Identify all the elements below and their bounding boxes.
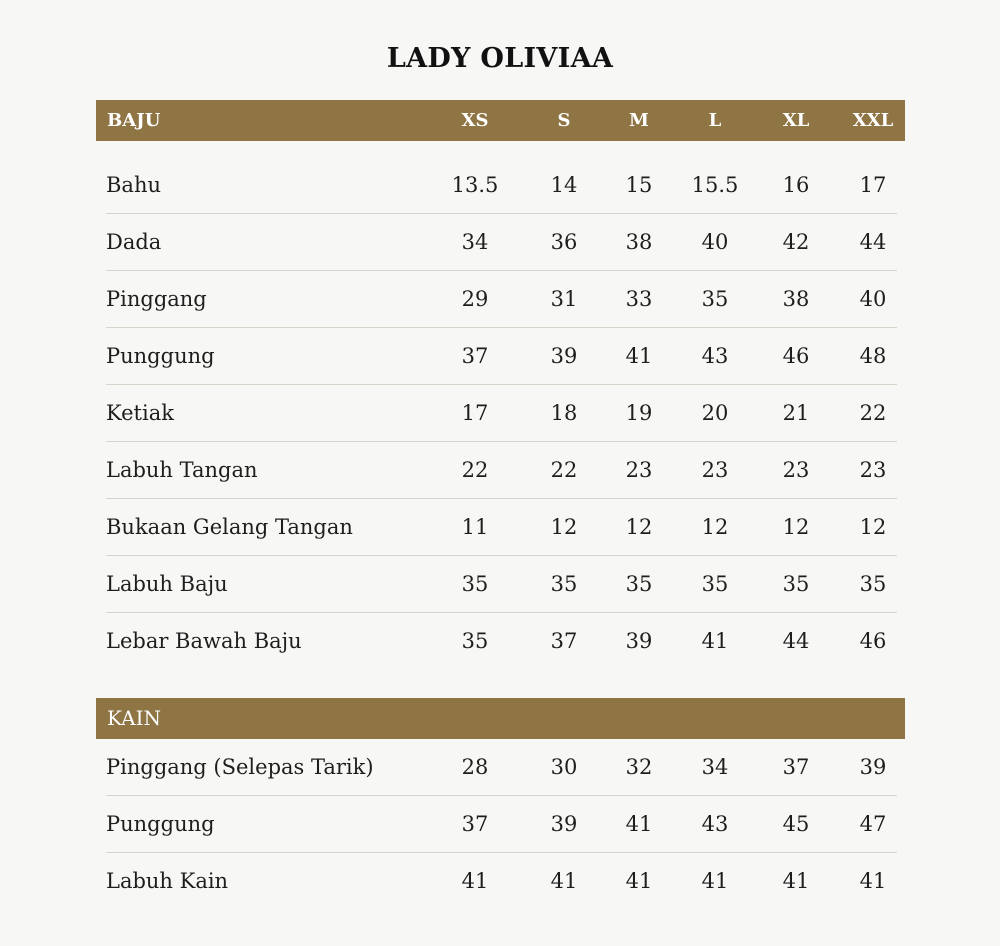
size-value-xl: 46 [782, 344, 810, 368]
row-label: Labuh Tangan [106, 458, 258, 482]
row-label: Punggung [106, 344, 215, 368]
size-value-l: 43 [701, 344, 729, 368]
size-value-l: 35 [701, 287, 729, 311]
size-value-s: 14 [550, 173, 578, 197]
size-value-xxl: 47 [859, 812, 887, 836]
table-row [96, 271, 897, 328]
size-value-xs: 41 [461, 869, 489, 893]
size-value-l: 41 [701, 869, 729, 893]
size-header-s: S [557, 110, 571, 131]
row-label: Labuh Kain [106, 869, 229, 893]
size-value-xl: 37 [782, 755, 810, 779]
size-header-xs: XS [461, 110, 489, 131]
size-value-s: 41 [550, 869, 578, 893]
table-row [96, 385, 897, 442]
size-value-l: 35 [701, 572, 729, 596]
size-value-xs: 17 [461, 401, 489, 425]
size-value-l: 12 [701, 515, 729, 539]
size-value-m: 41 [625, 812, 653, 836]
size-header-xl: XL [782, 110, 810, 131]
row-label: Labuh Baju [106, 572, 228, 596]
size-value-l: 34 [701, 755, 729, 779]
size-value-s: 12 [550, 515, 578, 539]
row-label: Lebar Bawah Baju [106, 629, 302, 653]
size-value-m: 41 [625, 869, 653, 893]
size-value-l: 43 [701, 812, 729, 836]
table-row [96, 796, 897, 853]
size-value-s: 39 [550, 344, 578, 368]
size-value-xs: 11 [461, 515, 489, 539]
size-value-xxl: 22 [859, 401, 887, 425]
size-value-m: 39 [625, 629, 653, 653]
size-value-xs: 34 [461, 230, 489, 254]
table-row [96, 556, 897, 613]
size-header-m: M [629, 110, 649, 131]
size-value-xxl: 44 [859, 230, 887, 254]
table-row [96, 739, 897, 796]
row-label: Pinggang (Selepas Tarik) [106, 755, 374, 779]
row-label: Bukaan Gelang Tangan [106, 515, 353, 539]
baju-section-label: BAJU [107, 110, 161, 131]
page-title: LADY OLIVIAA [386, 43, 614, 74]
size-value-m: 33 [625, 287, 653, 311]
row-label: Pinggang [106, 287, 207, 311]
size-value-xl: 23 [782, 458, 810, 482]
size-value-m: 41 [625, 344, 653, 368]
size-value-xl: 42 [782, 230, 810, 254]
size-value-xxl: 23 [859, 458, 887, 482]
size-value-xxl: 39 [859, 755, 887, 779]
size-value-xs: 35 [461, 629, 489, 653]
size-value-xxl: 35 [859, 572, 887, 596]
size-value-l: 15.5 [691, 173, 739, 197]
size-header-xxl: XXL [852, 110, 894, 131]
size-value-s: 36 [550, 230, 578, 254]
size-value-xl: 45 [782, 812, 810, 836]
row-label: Ketiak [106, 401, 174, 425]
size-value-s: 39 [550, 812, 578, 836]
size-value-l: 40 [701, 230, 729, 254]
table-row [96, 214, 897, 271]
size-value-xl: 44 [782, 629, 810, 653]
size-value-m: 38 [625, 230, 653, 254]
size-value-xxl: 46 [859, 629, 887, 653]
row-label: Bahu [106, 173, 162, 197]
size-value-s: 31 [550, 287, 578, 311]
size-value-s: 18 [550, 401, 578, 425]
size-value-xxl: 41 [859, 869, 887, 893]
size-value-xl: 41 [782, 869, 810, 893]
size-value-xs: 28 [461, 755, 489, 779]
size-value-s: 37 [550, 629, 578, 653]
size-value-xxl: 48 [859, 344, 887, 368]
size-value-s: 22 [550, 458, 578, 482]
size-value-m: 12 [625, 515, 653, 539]
size-value-m: 35 [625, 572, 653, 596]
size-value-xxl: 12 [859, 515, 887, 539]
size-value-xl: 12 [782, 515, 810, 539]
size-value-m: 19 [625, 401, 653, 425]
size-value-xl: 35 [782, 572, 810, 596]
size-value-m: 23 [625, 458, 653, 482]
size-header-l: L [708, 110, 722, 131]
size-value-xs: 35 [461, 572, 489, 596]
table-row [96, 157, 897, 214]
table-row [96, 499, 897, 556]
table-row [96, 328, 897, 385]
size-value-l: 20 [701, 401, 729, 425]
table-row [96, 613, 897, 670]
size-value-xs: 37 [461, 812, 489, 836]
size-value-xs: 37 [461, 344, 489, 368]
row-label: Punggung [106, 812, 215, 836]
kain-section-label: KAIN [107, 706, 161, 730]
size-value-xs: 22 [461, 458, 489, 482]
size-value-xl: 38 [782, 287, 810, 311]
size-value-xxl: 40 [859, 287, 887, 311]
size-value-s: 35 [550, 572, 578, 596]
size-value-xxl: 17 [859, 173, 887, 197]
baju-header [96, 100, 905, 141]
row-label: Dada [106, 230, 162, 254]
size-value-m: 32 [625, 755, 653, 779]
table-row [96, 442, 897, 499]
size-value-l: 23 [701, 458, 729, 482]
size-value-s: 30 [550, 755, 578, 779]
table-row [96, 853, 897, 910]
size-value-xs: 13.5 [451, 173, 499, 197]
size-value-xl: 16 [782, 173, 810, 197]
kain-header [96, 698, 905, 739]
size-value-l: 41 [701, 629, 729, 653]
size-value-m: 15 [625, 173, 653, 197]
size-value-xl: 21 [782, 401, 810, 425]
size-value-xs: 29 [461, 287, 489, 311]
